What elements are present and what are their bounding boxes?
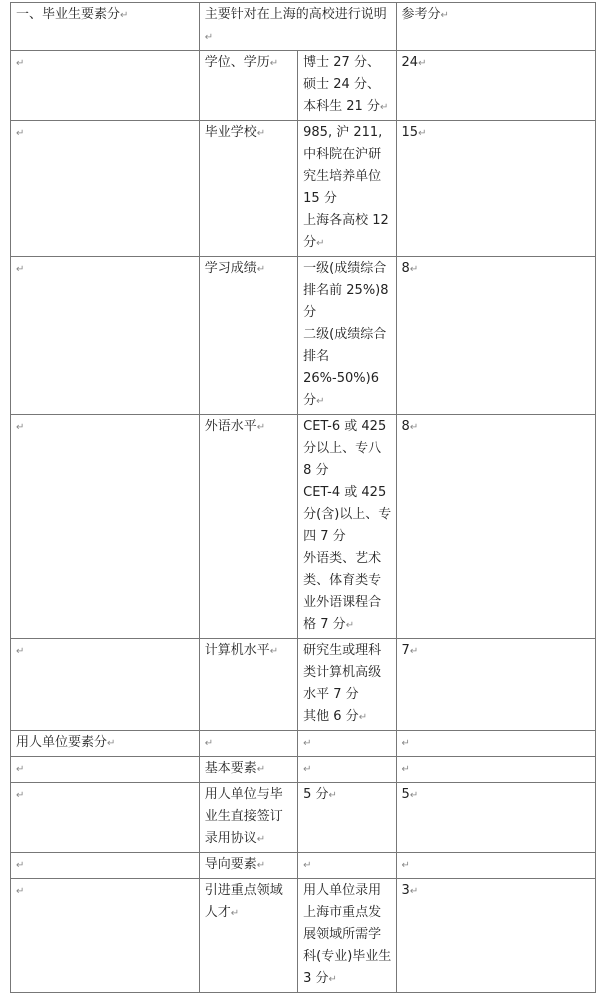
table-cell: ↵ [396,853,595,879]
table-row [11,51,596,121]
table-cell: ↵ [298,757,396,783]
table-cell: 3↵ [396,879,595,993]
table-row [11,639,596,731]
table-row [11,731,596,757]
table-cell: 外语水平↵ [199,415,297,639]
table-cell: 计算机水平↵ [199,639,297,731]
table-cell: 7↵ [396,639,595,731]
table-cell: ↵ [11,415,200,639]
table-cell: 用人单位录用上海市重点发展领域所需学科(专业)毕业生 3 分↵ [298,879,396,993]
table-row [11,121,596,257]
table-cell: ↵ [396,731,595,757]
table-cell: ↵ [199,731,297,757]
table-cell: CET-6 或 425 分以上、专八 8 分 CET-4 或 425 分(含)以上、专四 7 分 外语类、艺术类、体育类专业外语课程合格 7 分↵ [298,415,396,639]
table-row [11,853,596,879]
table-cell: ↵ [11,51,200,121]
scoring-table [10,2,596,993]
table-row [11,879,596,993]
table-cell: 5 分↵ [298,783,396,853]
table-cell: 一级(成绩综合排名前 25%)8 分 二级(成绩综合排名 26%-50%)6 分↵ [298,257,396,415]
table-cell: ↵ [11,639,200,731]
table-cell: 985, 沪 211, 中科院在沪研究生培养单位 15 分 上海各高校 12 分↵ [298,121,396,257]
header-row [11,3,596,51]
table-cell: 8↵ [396,257,595,415]
table-cell: ↵ [11,783,200,853]
table-cell: 毕业学校↵ [199,121,297,257]
table-cell: 用人单位与毕业生直接签订录用协议↵ [199,783,297,853]
table-cell: ↵ [11,879,200,993]
table-cell: 研究生或理科类计算机高级水平 7 分 其他 6 分↵ [298,639,396,731]
table-cell: 5↵ [396,783,595,853]
table-cell: 学位、学历↵ [199,51,297,121]
table-cell: ↵ [11,757,200,783]
table-cell: ↵ [396,757,595,783]
header-cell-reference-score: 参考分↵ [396,3,595,51]
table-cell: 24↵ [396,51,595,121]
table-row [11,783,596,853]
table-cell: 学习成绩↵ [199,257,297,415]
table-cell: 15↵ [396,121,595,257]
table-cell: ↵ [298,731,396,757]
table-row [11,415,596,639]
table-cell: ↵ [298,853,396,879]
table-cell: ↵ [11,853,200,879]
table-row [11,757,596,783]
table-cell: ↵ [11,121,200,257]
table-cell: 用人单位要素分↵ [11,731,200,757]
table-cell: 博士 27 分、硕士 24 分、本科生 21 分↵ [298,51,396,121]
header-cell-description: 主要针对在上海的高校进行说明↵ [199,3,396,51]
table-cell: 引进重点领域人才↵ [199,879,297,993]
table-cell: 导向要素↵ [199,853,297,879]
table-cell: ↵ [11,257,200,415]
header-cell-category: 一、毕业生要素分↵ [11,3,200,51]
table-row [11,257,596,415]
table-cell: 8↵ [396,415,595,639]
table-cell: 基本要素↵ [199,757,297,783]
